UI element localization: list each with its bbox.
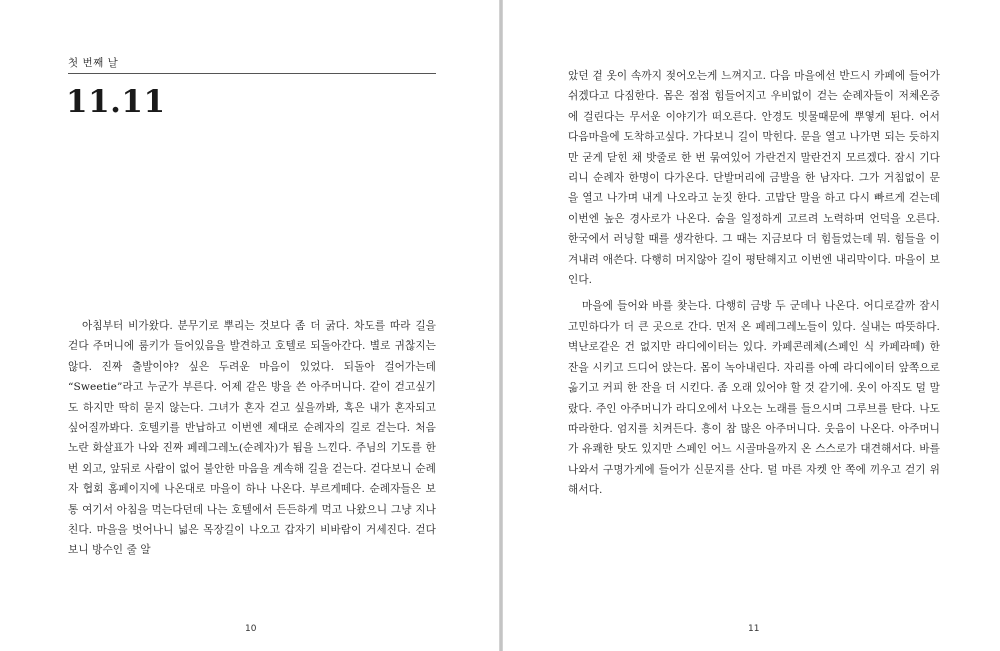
- paragraph: 았던 겉 옷이 속까지 젖어오는게 느껴지고. 다음 마을에선 반드시 카페에 들어가 쉬겠다고 다짐한다. 몸은 점점 힘들어지고 우비없이 걷는 순례자들이 저체온증에 걸린다는 무서운 이야기가 떠오른다. 안경도 빗물때문에 뿌옇게 된다. 어서 다음마을에 도착하고싶다. 가다보니 길이 막힌다. 문을 열고 나가면 되는 듯하지만 굳게 닫힌 채 밧줄로 한 번 묶여있어 가란건지 말란건지 모르겠다. 잠시 기다리니 순례자 한명이 다가온다. 단발머리에 금발을 한 남자다. 그가 거침없이 문을 열고 나가며 내게 나오라고 눈짓 한다. 고맙단 말을 하고 다시 빠르게 걷는데 이번엔 높은 경사로가 나온다. 숨을 일정하게 고르려 노력하며 언덕을 오른다. 한국에서 러닝할 때를 생각한다. 그 때는 지금보다 더 힘들었는데 뭐. 힘들을 이겨내려 애쓴다. 다행히 머지않아 길이 평탄해지고 이번엔 내리막이다. 마을이 보인다.: [568, 70, 940, 287]
- header-rule: [68, 73, 436, 74]
- left-body-text: [68, 316, 436, 561]
- page-number: 11: [748, 624, 760, 634]
- right-page: [503, 0, 1000, 651]
- paragraph: 아침부터 비가왔다. 분무기로 뿌리는 것보다 좀 더 굵다. 차도를 따라 길을 걷다 주머니에 룸키가 들어있음을 발견하고 호텔로 되돌아간다. 별로 귀찮지는 않다. 진짜 출발이야? 싶은 두려운 마음이 있었다. 되돌아 걸어가는데 “Sweetie”라고 누군가 부른다. 어제 같은 방을 쓴 아주머니다. 같이 걷고싶기도 하지만 딱히 묻지 않는다. 그녀가 혼자 걷고 싶을까봐, 혹은 내가 혼자되고 싶어질까봐다. 호텔키를 반납하고 이번엔 제대로 순례자의 길로 걷는다. 처음 노란 화살표가 나와 진짜 페레그레노(순례자)가 됨을 느낀다. 주님의 기도를 한 번 외고, 앞뒤로 사람이 없어 불안한 마음을 계속해 길을 걷는다. 걷다보니 순례자 협회 홈페이지에 나온대로 마을이 하나 나온다. 부르게떼다. 순례자들은 보통 여기서 아침을 먹는다던데 나는 호텔에서 든든하게 먹고 나왔으니 그냥 지나친다. 마을을 벗어나니 넓은 목장길이 나오고 갑자기 비바람이 거세진다. 걷다보니 방수인 줄 알: [68, 320, 436, 557]
- chapter-title: 11.11: [66, 84, 166, 120]
- running-head: 첫 번째 날: [68, 57, 119, 69]
- right-body-text: [568, 66, 940, 501]
- left-page: [0, 0, 499, 651]
- page-number: 10: [245, 624, 257, 634]
- paragraph: 마을에 들어와 바를 찾는다. 다행히 금방 두 군데나 나온다. 어디로갈까 잠시 고민하다가 더 큰 곳으로 간다. 먼저 온 페레그레노들이 있다. 실내는 따뜻하다. 벽난로같은 건 없지만 라디에이터는 있다. 카페콘레체(스페인 식 카페라떼) 한 잔을 시키고 드디어 앉는다. 몸이 녹아내린다. 자리를 아예 라디에이터 앞쪽으로 옮기고 커피 한 잔을 더 시킨다. 좀 오래 있어야 할 것 같기에. 옷이 아직도 덜 말랐다. 주인 아주머니가 라디오에서 나오는 노래를 들으시며 그루브를 탄다. 나도 따라한다. 엄지를 치켜든다. 흥이 참 많은 아주머니다. 웃음이 나온다. 아주머니가 유쾌한 탓도 있지만 스페인 어느 시골마을까지 온 스스로가 대견해서다. 바를 나와서 구명가게에 들어가 신문지를 산다. 덜 마른 자켓 안 쪽에 끼우고 걷기 위해서다.: [568, 300, 940, 497]
